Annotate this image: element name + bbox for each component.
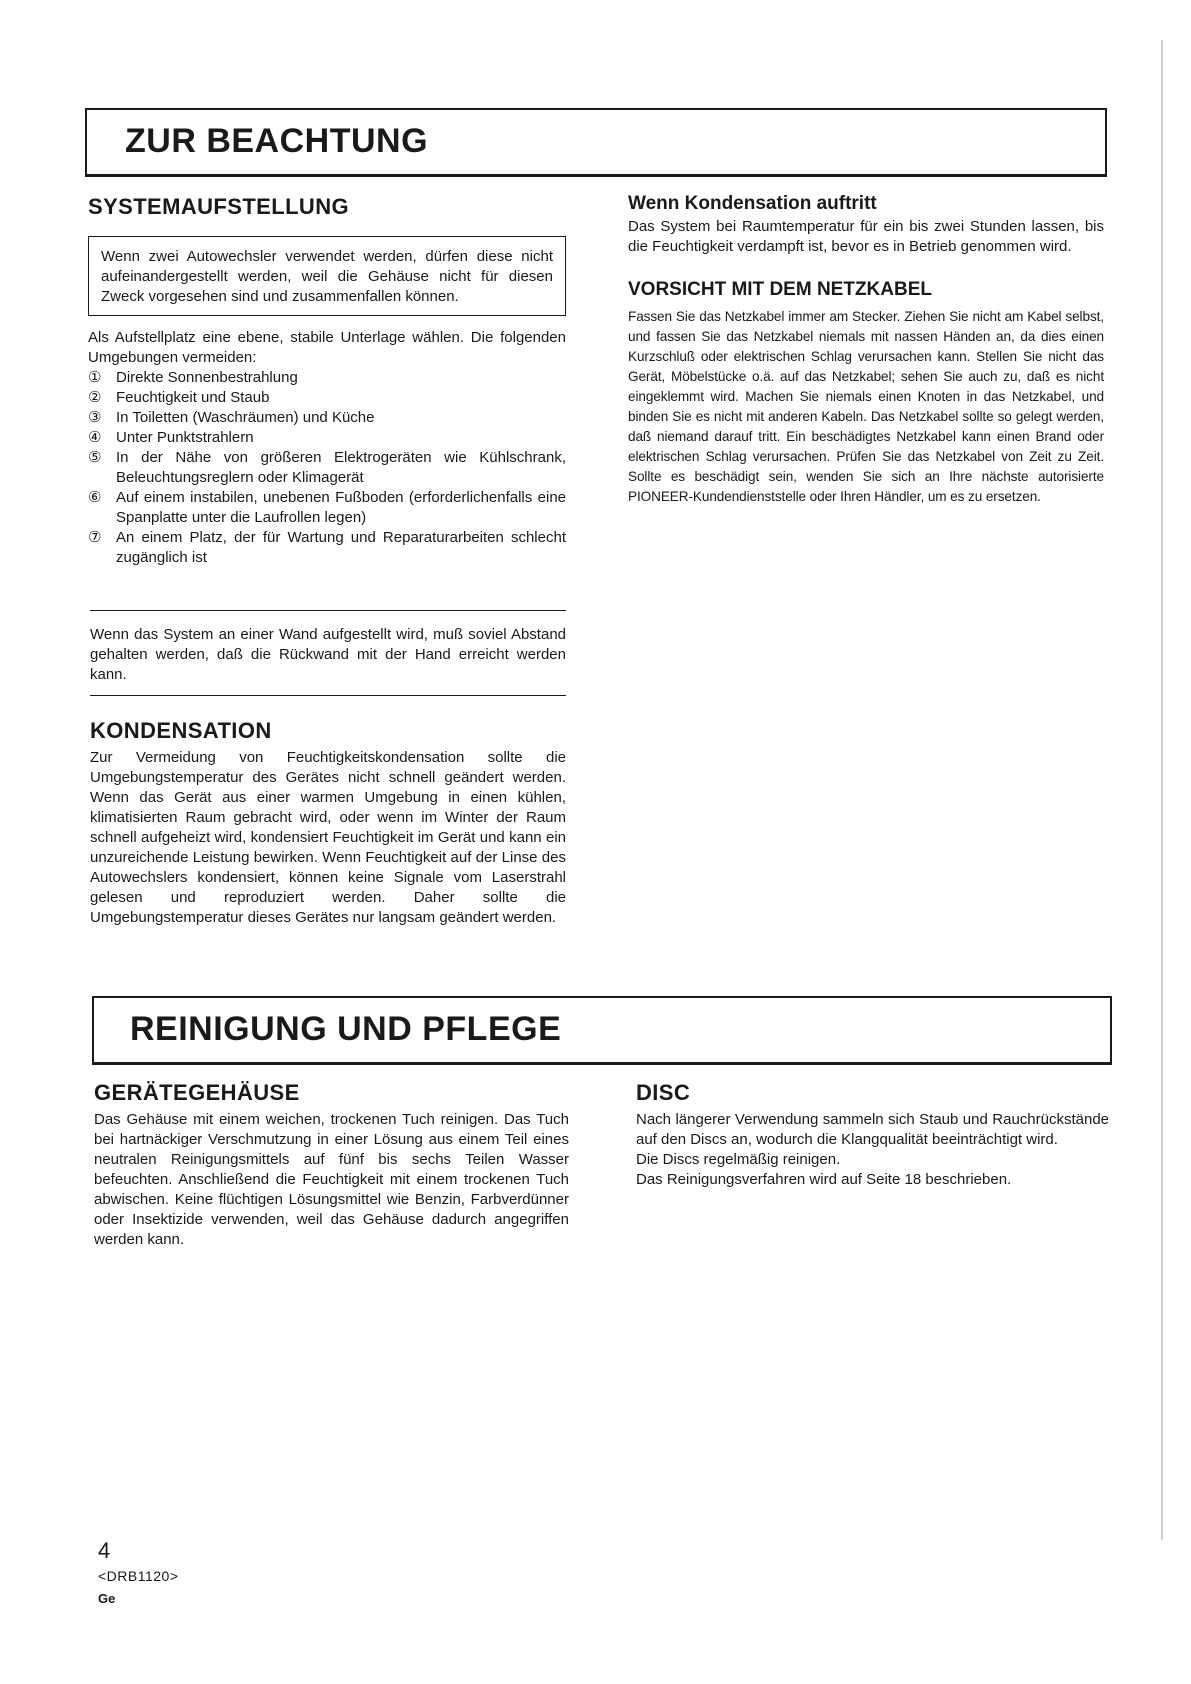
disc-text-2: Die Discs regelmäßig reinigen. <box>636 1151 841 1168</box>
language-code: Ge <box>98 1591 116 1606</box>
wenn-kondensation-text: Das System bei Raumtemperatur für ein bis zwei Stunden lassen, bis die Feuchtigkeit verdampft ist, bevor es in Betrieb genommen wird. <box>628 218 1104 255</box>
section-header-pflege <box>92 996 1112 1065</box>
wall-note-rule <box>90 610 566 696</box>
disc-text-3: Das Reinigungsverfahren wird auf Seite 18 beschrieben. <box>636 1171 1012 1188</box>
heading-netzkabel: VORSICHT MIT DEM NETZKABEL <box>628 279 932 300</box>
list-item: ③ In Toiletten (Waschräumen) und Küche <box>88 409 375 426</box>
heading-gehaeuse: GERÄTEGEHÄUSE <box>94 1080 300 1105</box>
left-column-top <box>88 194 566 568</box>
kondensation-block <box>90 718 566 928</box>
avoid-list <box>88 368 566 568</box>
disc-block <box>636 1080 1109 1190</box>
page-number: 4 <box>98 1538 111 1563</box>
heading-systemaufstellung: SYSTEMAUFSTELLUNG <box>88 194 350 219</box>
right-column-top <box>628 193 1104 507</box>
section-header-beachtung <box>85 108 1107 177</box>
gehaeuse-text: Das Gehäuse mit einem weichen, trockenen Tuch reinigen. Das Tuch bei hartnäckiger Verschmutzung in einer Lösung aus einem Teil eines neutralen Reinigungsmittels auf fünf bis sechs Teilen Wasser befeuchten. Anschließend die Feuchtigkeit mit einem trockenen Tuch abwischen. Keine flüchtigen Lösungsmittel wie Benzin, Farbverdünner oder Insektizide verwenden, weil das Gehäuse dadurch angegriffen werden kann. <box>94 1111 569 1248</box>
kondensation-text: Zur Vermeidung von Feuchtigkeitskondensation sollte die Umgebungstemperatur des Gerätes nicht schnell geändert werden. Wenn das Gerät aus einer warmen Umgebung in einen kühlen, klimatisierten Raum gebracht wird, oder wenn im Winter der Raum schnell aufgeheizt wird, kondensiert Feuchtigkeit im Gerät und kann ein unzureichende Leistung bewirken. Wenn Feuchtigkeit auf der Linse des Autowechslers kondensiert, können keine Signale vom Laserstrahl gelesen und reproduziert werden. Daher sollte die Umgebungstemperatur dieses Gerätes nur langsam geändert werden. <box>90 749 566 926</box>
page-footer <box>98 1538 179 1610</box>
section-title-pflege: REINIGUNG UND PFLEGE <box>130 1010 562 1048</box>
list-item: ④ Unter Punktstrahlern <box>88 429 254 446</box>
notice-box <box>88 236 566 316</box>
heading-disc: DISC <box>636 1080 691 1105</box>
list-item: ⑦ An einem Platz, der für Wartung und Reparaturarbeiten schlecht zugänglich ist <box>88 529 566 566</box>
notice-text: Wenn zwei Autowechsler verwendet werden, dürfen diese nicht aufeinandergestellt werden, weil die Gehäuse nicht für diesen Zweck vorgesehen sind und zusammenfallen können. <box>101 248 553 305</box>
gehaeuse-block <box>94 1080 569 1250</box>
placement-intro: Als Aufstellplatz eine ebene, stabile Unterlage wählen. Die folgenden Umgebungen vermeiden: <box>88 329 566 366</box>
page-edge-line <box>1161 40 1163 1540</box>
list-item: ⑤ In der Nähe von größeren Elektrogeräten wie Kühlschrank, Beleuchtungsreglern oder Klimagerät <box>88 449 566 486</box>
wall-note-text: Wenn das System an einer Wand aufgestellt wird, muß soviel Abstand gehalten werden, daß die Rückwand mit der Hand erreicht werden kann. <box>90 626 566 683</box>
list-item: ① Direkte Sonnenbestrahlung <box>88 369 298 386</box>
list-item: ② Feuchtigkeit und Staub <box>88 389 270 406</box>
section-title-beachtung: ZUR BEACHTUNG <box>125 122 429 160</box>
disc-text-1: Nach längerer Verwendung sammeln sich Staub und Rauchrückstände auf den Discs an, wodurch die Klangqualität beeinträchtigt wird. <box>636 1111 1109 1148</box>
wall-note-box <box>90 610 566 696</box>
heading-wenn-kondensation: Wenn Kondensation auftritt <box>628 193 877 214</box>
netzkabel-text: Fassen Sie das Netzkabel immer am Stecker. Ziehen Sie nicht am Kabel selbst, und fassen Sie das Netzkabel niemals mit nassen Händen an, da dies einen Kurzschluß oder elektrischen Schlag verursachen kann. Stellen Sie nicht das Gerät, Möbelstücke o.ä. auf das Netzkabel; sehen Sie auch zu, daß es nicht eingeklemmt wird. Machen Sie niemals einen Knoten in das Netzkabel, und binden Sie es nicht mit anderen Kabeln. Das Netzkabel sollte so gelegt werden, daß niemand darauf tritt. Ein beschädigtes Netzkabel kann einen Brand oder elektrischen Schlag verursachen. Prüfen Sie das Netzkabel von Zeit zu Zeit. Sollte es beschädigt sein, wenden Sie sich an Ihre nächste autorisierte PIONEER-Kundendienststelle oder Ihren Händler, um es zu ersetzen. <box>628 309 1104 504</box>
heading-kondensation: KONDENSATION <box>90 718 272 743</box>
document-code: <DRB1120> <box>98 1568 179 1584</box>
list-item: ⑥ Auf einem instabilen, unebenen Fußboden (erforderlichenfalls eine Spanplatte unter die Laufrollen legen) <box>88 489 566 526</box>
